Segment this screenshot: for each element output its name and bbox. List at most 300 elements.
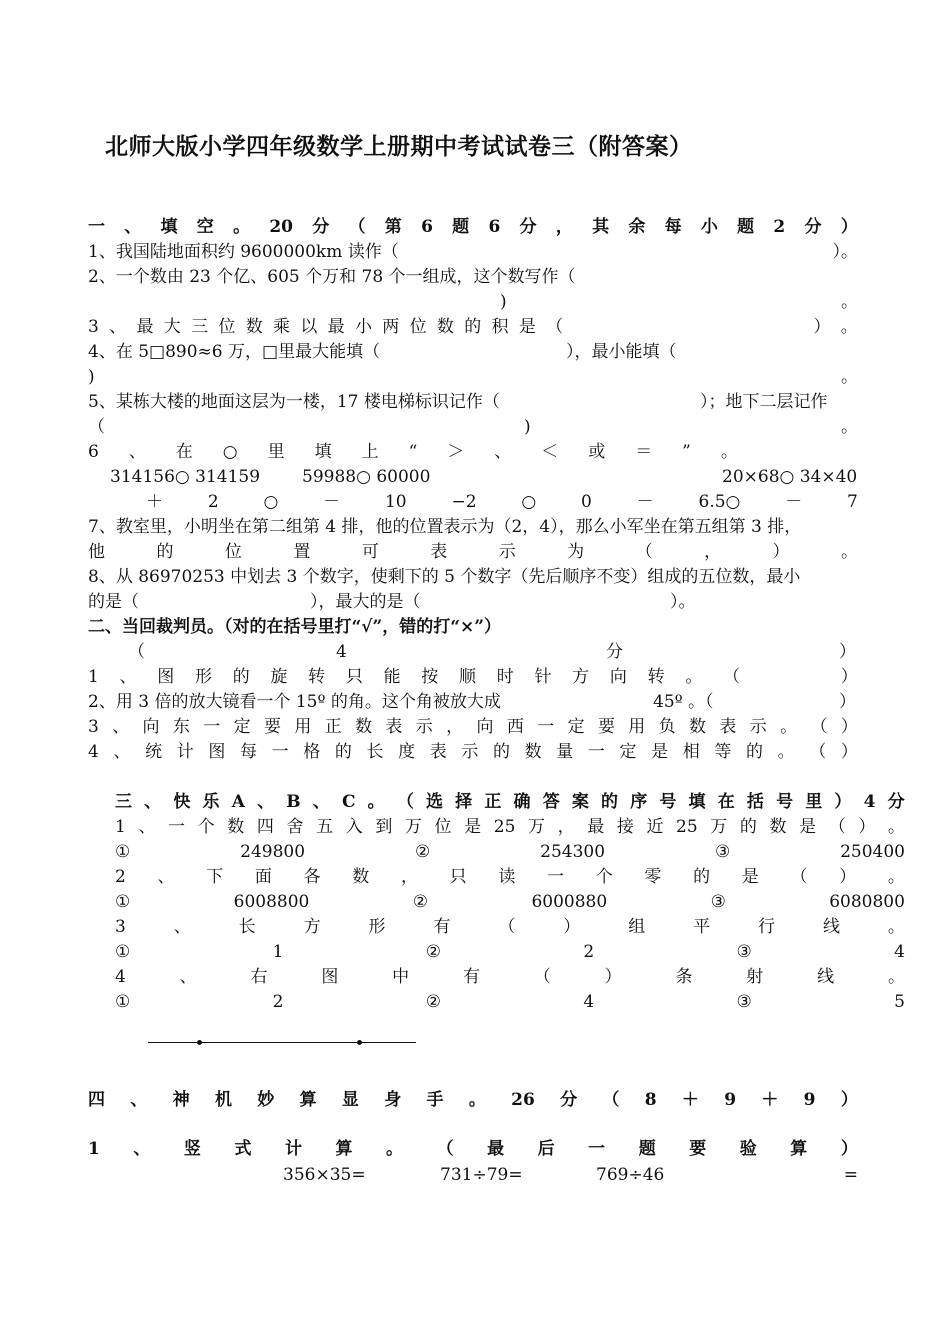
- text-token: 。: [777, 742, 795, 762]
- text-token: 四: [256, 817, 274, 837]
- text-token: 6008800: [233, 892, 310, 912]
- section2-header: 二、当回裁判员。（对的在括号里打“√”，错的打“×”）: [88, 617, 502, 637]
- text-token: ③: [736, 942, 752, 962]
- text-token: 余: [628, 217, 646, 237]
- text-token: 到: [375, 817, 393, 837]
- text-token: 后: [537, 1139, 555, 1159]
- text-token: 。: [887, 967, 905, 987]
- text-token: ，: [704, 542, 722, 562]
- text-token: 。: [887, 867, 905, 887]
- text-token: 数: [524, 742, 542, 762]
- text-token: 、: [173, 917, 191, 937]
- text-token: 分: [560, 1090, 578, 1110]
- text-token: 式: [234, 1139, 252, 1159]
- text-token: 一: [547, 867, 565, 887]
- bracket: ): [500, 292, 507, 312]
- text-token: 25: [493, 817, 516, 837]
- text-token: ③: [710, 892, 726, 912]
- text-token: 号: [776, 792, 794, 812]
- text-token: 4: [583, 992, 595, 1012]
- text-token: －: [636, 492, 654, 512]
- text-token: 是: [741, 867, 759, 887]
- text-token: 的: [492, 742, 510, 762]
- text-token: 面: [254, 867, 272, 887]
- text-token: 算: [790, 1139, 808, 1159]
- question-1-3: 3 、 最 大 三 位 数 乘 以 最 小 两 位 数 的 积 是 （ ） 。: [88, 317, 858, 337]
- text-token: 在: [717, 792, 735, 812]
- text-token: 择: [455, 792, 473, 812]
- text-token: ＋: [146, 492, 163, 512]
- text-token: 题: [737, 217, 755, 237]
- text-token: 计: [176, 742, 194, 762]
- text-token: ＋: [681, 1090, 699, 1110]
- text-token: 序: [630, 792, 648, 812]
- text-token: 图: [321, 967, 339, 987]
- text-token: 分: [519, 217, 537, 237]
- text-token: 显: [341, 1090, 359, 1110]
- text-token: 括: [746, 792, 764, 812]
- text-token: 4: [894, 942, 905, 962]
- text-token: 长: [366, 742, 384, 762]
- text-token: 题: [638, 1139, 656, 1159]
- text-token: 2: [773, 217, 786, 237]
- text-token: 6: [421, 217, 433, 237]
- text-token: 9: [724, 1090, 737, 1110]
- text-token: ○: [222, 442, 238, 462]
- text-token: 个: [595, 867, 613, 887]
- text-token: 一: [588, 1139, 606, 1159]
- text-token: 249800: [240, 842, 306, 862]
- text-token: （: [810, 717, 828, 737]
- text-token: 定: [567, 717, 585, 737]
- text-token: 算: [335, 1139, 353, 1159]
- text-token: 在: [175, 442, 193, 462]
- text-token: 填: [314, 442, 332, 462]
- text-token: 数: [769, 817, 787, 837]
- question-1-6: [88, 440, 738, 464]
- text-token: 4: [88, 742, 99, 762]
- text-token: 是: [651, 742, 669, 762]
- text-token: 、: [157, 867, 175, 887]
- choice-question-3-options: [115, 940, 905, 964]
- text-token: 验: [739, 1139, 757, 1159]
- text-token: 万: [404, 817, 422, 837]
- question-1-8-answer: 的是（ ），最大的是（ ）。: [88, 592, 696, 612]
- text-token: 0: [581, 492, 592, 512]
- text-token: 妙: [257, 1090, 275, 1110]
- text-token: “: [408, 442, 418, 462]
- text-token: （: [348, 217, 366, 237]
- section2-score: （ 4 分 ）: [128, 642, 856, 662]
- text-token: 、: [312, 792, 330, 812]
- text-token: 6: [88, 442, 99, 462]
- text-token: 6: [488, 217, 501, 237]
- text-token: ）: [839, 867, 857, 887]
- text-token: 数: [352, 867, 370, 887]
- question-1-2: 2、一个数由 23 个亿、605 个万和 78 个一组成，这个数写作（: [88, 267, 576, 287]
- text-token: 、: [130, 1090, 148, 1110]
- text-token: 、: [124, 217, 142, 237]
- text-token: 最: [587, 817, 605, 837]
- text-token: 下: [206, 867, 224, 887]
- text-token: 读: [498, 867, 516, 887]
- text-token: 快: [173, 792, 191, 812]
- text-token: 号: [659, 792, 677, 812]
- text-token: 。: [367, 792, 385, 812]
- text-token: 神: [172, 1090, 190, 1110]
- text-token: 。: [780, 717, 798, 737]
- text-token: 要: [263, 717, 281, 737]
- text-token: 五: [316, 817, 334, 837]
- text-token: 10: [384, 492, 407, 512]
- text-token: －: [323, 492, 341, 512]
- text-token: －: [785, 492, 803, 512]
- text-token: 。: [233, 217, 251, 237]
- text-token: 相: [682, 742, 700, 762]
- text-token: ③: [736, 992, 752, 1012]
- text-token: ①: [115, 842, 131, 862]
- text-token: 、: [133, 1139, 151, 1159]
- text-token: 一: [587, 742, 605, 762]
- text-token: 里: [267, 442, 285, 462]
- text-token: 。: [887, 817, 905, 837]
- text-token: 表: [429, 742, 447, 762]
- choice-question-4-options: [115, 990, 905, 1014]
- text-token: 东: [172, 717, 190, 737]
- text-token: ）: [834, 792, 852, 812]
- text-token: 有: [433, 917, 451, 937]
- text-token: 定: [619, 742, 637, 762]
- text-token: 射: [746, 967, 764, 987]
- question-1-5-answer: （ ) 。: [88, 417, 858, 437]
- text-token: 1: [115, 817, 126, 837]
- text-token: 手: [426, 1090, 444, 1110]
- text-token: 形: [368, 917, 386, 937]
- period: 。: [841, 292, 858, 312]
- text-token: 身: [384, 1090, 402, 1110]
- text-token: 方: [303, 917, 321, 937]
- text-token: 各: [303, 867, 321, 887]
- text-token: 分: [887, 792, 905, 812]
- choice-question-1: [115, 815, 905, 839]
- text-token: 其: [592, 217, 610, 237]
- text-token: 示: [749, 717, 767, 737]
- text-token: 平: [693, 917, 711, 937]
- text-token: ，: [555, 217, 573, 237]
- choice-question-3: [115, 915, 905, 939]
- text-token: 要: [689, 1139, 707, 1159]
- text-token: 小: [700, 217, 718, 237]
- text-token: 近: [646, 817, 664, 837]
- text-token: 2: [272, 992, 284, 1012]
- text-token: 1: [88, 1139, 100, 1159]
- text-token: 量: [556, 742, 574, 762]
- text-token: 条: [675, 967, 693, 987]
- text-token: ＋: [761, 1090, 779, 1110]
- text-token: ）: [563, 917, 581, 937]
- text-token: ，: [446, 717, 464, 737]
- question-1-2-answer: [88, 290, 858, 314]
- text-token: 格: [303, 742, 321, 762]
- text-token: （: [498, 917, 516, 937]
- text-token: 。: [468, 1090, 486, 1110]
- text-token: 右: [250, 967, 268, 987]
- ray-figure-point-1: [197, 1040, 202, 1045]
- text-token: 3: [115, 917, 126, 937]
- text-token: 数: [355, 717, 373, 737]
- text-token: 是: [799, 817, 817, 837]
- text-token: ）: [840, 1090, 858, 1110]
- text-token: ②: [414, 842, 431, 862]
- text-token: 中: [392, 967, 410, 987]
- text-token: 等: [714, 742, 732, 762]
- text-token: 正: [484, 792, 502, 812]
- text-token: ②: [425, 992, 442, 1012]
- text-token: 万: [528, 817, 545, 837]
- text-token: 一: [537, 717, 555, 737]
- text-token: 万: [710, 817, 728, 837]
- text-token: B: [286, 792, 301, 812]
- text-token: （: [602, 1090, 620, 1110]
- text-token: ＜: [541, 442, 559, 462]
- text-token: ”: [682, 442, 691, 462]
- text-token: 机: [214, 1090, 232, 1110]
- calc-question-1: [88, 1137, 858, 1161]
- text-token: ）: [840, 742, 858, 762]
- text-token: 的: [693, 867, 711, 887]
- question-1-1: [88, 240, 858, 264]
- text-token: 四: [88, 1090, 105, 1110]
- question-1-7-answer: [88, 540, 858, 564]
- text-token: 一: [271, 742, 289, 762]
- text-token: 乐: [202, 792, 220, 812]
- text-token: ，: [557, 817, 575, 837]
- text-token: ）: [772, 542, 790, 562]
- text-token: 统: [145, 742, 163, 762]
- text-token: 为: [567, 542, 585, 562]
- text-token: 填: [160, 217, 178, 237]
- text-token: 、: [179, 967, 197, 987]
- text-token: 1、我国陆地面积约 9600000km 读作（: [88, 242, 399, 262]
- text-token: −2: [451, 492, 477, 512]
- judge-question-4: [88, 740, 858, 764]
- text-token: （: [809, 742, 827, 762]
- calc-item-4: =: [843, 1165, 858, 1185]
- text-token: 、: [138, 817, 156, 837]
- question-1-8: 8、从 86970253 中划去 3 个数字，使剩下的 5 个数字（先后顺序不变）组成的五位数，最小: [88, 567, 801, 587]
- text-token: ③: [714, 842, 731, 862]
- text-token: 或: [588, 442, 606, 462]
- text-token: 2: [583, 942, 595, 962]
- text-token: ①: [115, 892, 131, 912]
- text-token: 一: [203, 717, 221, 737]
- text-token: 2: [115, 867, 126, 887]
- text-token: 254300: [540, 842, 606, 862]
- choice-question-2: [115, 865, 905, 889]
- calc-items: [88, 1163, 858, 1187]
- text-token: 分: [804, 217, 822, 237]
- choice-question-4: [115, 965, 905, 989]
- text-token: 度: [398, 742, 416, 762]
- text-token: 4: [863, 792, 876, 812]
- calc-item-2: 731÷79=: [440, 1165, 523, 1185]
- text-token: （: [436, 1139, 454, 1159]
- text-token: 的: [156, 542, 174, 562]
- text-token: 的: [739, 817, 757, 837]
- section1-header: [88, 215, 858, 239]
- text-token: 、: [128, 442, 146, 462]
- text-token: 只: [449, 867, 467, 887]
- text-token: 有: [462, 967, 480, 987]
- calc-item-1: 356×35=: [283, 1165, 366, 1185]
- text-token: 长: [238, 917, 256, 937]
- text-token: 。: [386, 1139, 404, 1159]
- text-token: 、: [112, 717, 130, 737]
- text-token: ①: [115, 942, 131, 962]
- text-token: 个: [197, 817, 215, 837]
- text-token: 用: [628, 717, 646, 737]
- text-token: 一: [88, 217, 105, 237]
- text-token: 。: [887, 917, 905, 937]
- text-token: 的: [601, 792, 619, 812]
- text-token: 数: [227, 817, 245, 837]
- text-token: 上: [361, 442, 379, 462]
- text-token: 用: [294, 717, 312, 737]
- text-token: 、: [113, 742, 131, 762]
- text-token: 三: [115, 792, 132, 812]
- text-token: 5: [894, 992, 905, 1012]
- text-token: ）: [604, 967, 622, 987]
- calc-item-3: 769÷46: [596, 1165, 665, 1185]
- text-token: ）: [840, 217, 858, 237]
- ray-figure-point-2: [357, 1040, 362, 1045]
- text-token: 负: [658, 717, 676, 737]
- text-token: 案: [571, 792, 589, 812]
- question-1-5: 5、某栋大楼的地面这层为一楼，17 楼电梯标识记作（ ）；地下二层记作: [88, 392, 828, 412]
- text-token: （: [828, 817, 846, 837]
- text-token: 位: [434, 817, 452, 837]
- text-token: 26: [511, 1090, 535, 1110]
- text-token: ＞: [447, 442, 465, 462]
- text-token: 组: [628, 917, 646, 937]
- text-token: 6080800: [829, 892, 905, 912]
- text-token: 答: [542, 792, 560, 812]
- text-token: 行: [758, 917, 776, 937]
- text-token: 线: [817, 967, 835, 987]
- text-token: 表: [430, 542, 448, 562]
- text-token: 6000880: [531, 892, 608, 912]
- text-token: 示: [415, 717, 433, 737]
- text-token: 、: [144, 792, 162, 812]
- text-token: ）: [858, 817, 876, 837]
- text-token: 里: [805, 792, 823, 812]
- text-token: 定: [233, 717, 251, 737]
- text-token: （: [533, 967, 551, 987]
- text-token: 4: [115, 967, 126, 987]
- text-token: 9: [803, 1090, 816, 1110]
- text-token: 入: [345, 817, 363, 837]
- text-token: 。: [720, 442, 738, 462]
- text-token: 6.5○: [698, 492, 741, 512]
- text-token: 确: [513, 792, 531, 812]
- text-token: 接: [616, 817, 634, 837]
- text-token: ）: [840, 717, 858, 737]
- text-token: 分: [312, 217, 330, 237]
- ray-figure-line: [148, 1042, 416, 1043]
- text-token: 正: [324, 717, 342, 737]
- text-token: 2: [207, 492, 219, 512]
- choice-question-1-options: [115, 840, 905, 864]
- text-token: 竖: [183, 1139, 201, 1159]
- text-token: 的: [334, 742, 352, 762]
- text-token: ，: [400, 867, 418, 887]
- text-token: A: [231, 792, 245, 812]
- text-token: 向: [476, 717, 494, 737]
- text-token: 、: [257, 792, 275, 812]
- text-token: 可: [361, 542, 379, 562]
- text-token: ①: [115, 992, 131, 1012]
- text-token: ＝: [635, 442, 653, 462]
- text-token: 表: [719, 717, 737, 737]
- text-token: 西: [506, 717, 524, 737]
- text-token: 一: [168, 817, 186, 837]
- text-token: 算: [299, 1090, 317, 1110]
- text-token: 每: [239, 742, 257, 762]
- text-token: ②: [425, 942, 442, 962]
- text-token: 是: [464, 817, 482, 837]
- text-token: 线: [822, 917, 840, 937]
- text-token: 他: [88, 542, 105, 562]
- text-token: 向: [142, 717, 160, 737]
- text-token: （: [635, 542, 653, 562]
- choice-question-2-options: [115, 890, 905, 914]
- text-token: 示: [498, 542, 516, 562]
- text-token: ○: [263, 492, 279, 512]
- text-token: 填: [688, 792, 706, 812]
- text-token: ）: [840, 1139, 858, 1159]
- text-token: 3: [88, 717, 99, 737]
- judge-question-3: [88, 715, 858, 739]
- text-token: 、: [494, 442, 512, 462]
- text-token: 计: [284, 1139, 302, 1159]
- text-token: 题: [452, 217, 470, 237]
- text-token: 舍: [286, 817, 304, 837]
- text-token: ○: [521, 492, 537, 512]
- question-1-4-answer: ) 。: [88, 367, 858, 387]
- text-token: 表: [385, 717, 403, 737]
- text-token: ）。: [832, 242, 858, 262]
- text-token: 250400: [840, 842, 905, 862]
- text-token: C: [341, 792, 356, 812]
- text-token: 置: [293, 542, 311, 562]
- text-token: 7: [847, 492, 858, 512]
- text-token: 空: [196, 217, 214, 237]
- text-token: 要: [597, 717, 615, 737]
- text-token: 示: [461, 742, 479, 762]
- page-title: 北师大版小学四年级数学上册期中考试试卷三（附答案）: [105, 133, 693, 160]
- text-token: 最: [487, 1139, 505, 1159]
- judge-question-1: 1 、 图 形 的 旋 转 只 能 按 顺 时 针 方 向 转 。 （ ）: [88, 667, 858, 687]
- question-1-6-row2: [146, 490, 858, 514]
- text-token: 第: [384, 217, 402, 237]
- question-1-4: 4、在 5□890≈6 万，□里最大能填（ ），最小能填（: [88, 342, 677, 362]
- text-token: 零: [644, 867, 662, 887]
- text-token: 位: [224, 542, 242, 562]
- section3-header: [115, 790, 905, 814]
- text-token: 选: [426, 792, 443, 812]
- text-token: ②: [412, 892, 429, 912]
- question-1-6-row1: 314156○ 314159 59988○ 60000 20×68○ 34×40: [110, 467, 858, 487]
